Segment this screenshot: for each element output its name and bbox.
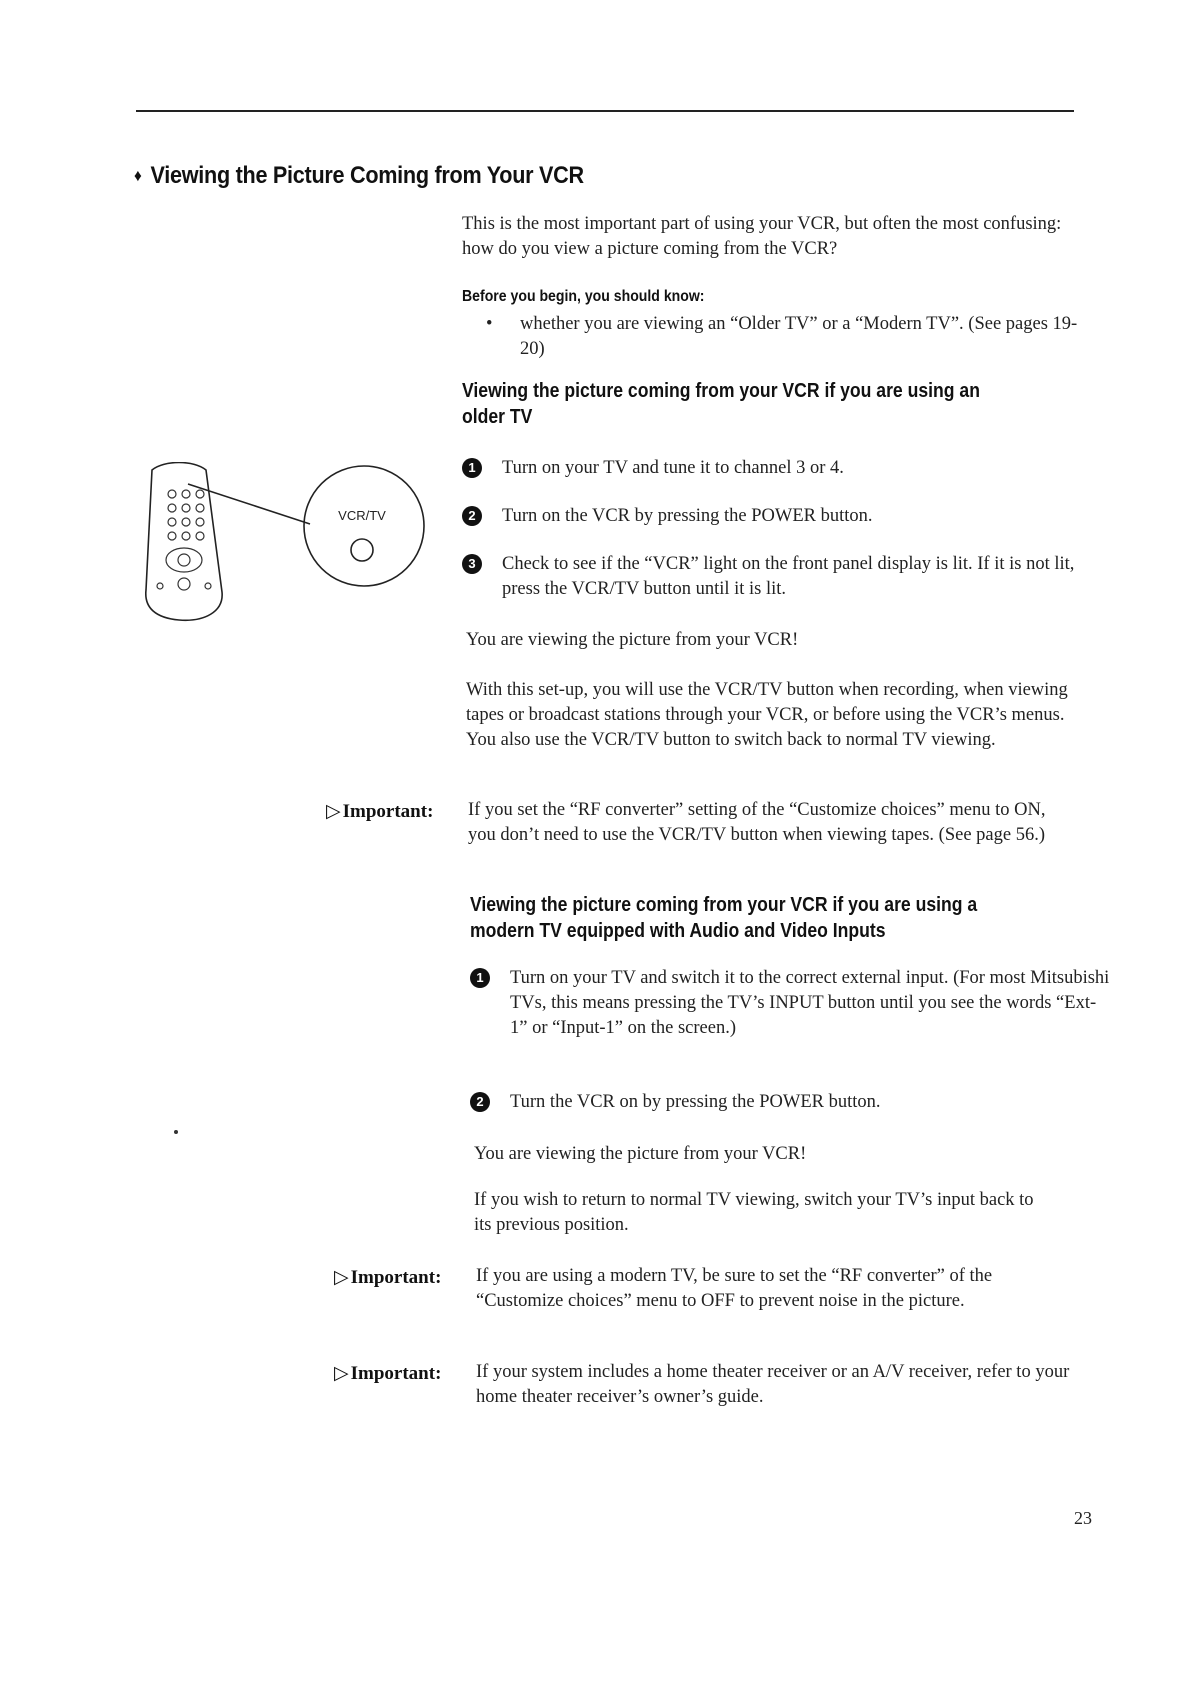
- diamond-icon: ♦: [134, 166, 142, 185]
- page-title: [134, 162, 584, 190]
- step-text: Turn on your TV and tune it to channel 3 or 4.: [502, 458, 844, 478]
- stray-mark: [174, 1130, 178, 1134]
- modern-important-2: If your system includes a home theater receiver or an A/V receiver, refer to your home theater receiver’s owner’s guide.: [476, 1362, 1070, 1407]
- step-text: Turn the VCR on by pressing the POWER button.: [510, 1092, 881, 1112]
- callout-circle: [304, 466, 424, 586]
- before-heading: Before you begin, you should know:: [462, 288, 705, 305]
- triangle-icon: ▷: [334, 1363, 349, 1384]
- modern-result: You are viewing the picture from your VCR!: [474, 1144, 807, 1164]
- triangle-icon: ▷: [334, 1267, 349, 1288]
- modern-return-note: If you wish to return to normal TV viewing, switch your TV’s input back to its previous position.: [474, 1190, 1034, 1235]
- older-tv-heading: Viewing the picture coming from your VCR if you are using an older TV: [462, 380, 980, 428]
- older-important: If you set the “RF converter” setting of the “Customize choices” menu to ON, you don’t need to use the VCR/TV button when viewing tapes. (See page 56.): [468, 800, 1046, 845]
- remote-outline: [146, 463, 222, 621]
- modern-step-2: [470, 1090, 1110, 1115]
- older-step-1: [462, 456, 1102, 481]
- page-title-text: Viewing the Picture Coming from Your VCR: [150, 162, 584, 189]
- step-text: Check to see if the “VCR” light on the front panel display is lit. If it is not lit, press the VCR/TV button until it is lit.: [502, 554, 1075, 599]
- remote-illustration: [144, 462, 444, 672]
- step-number-icon: 2: [470, 1092, 490, 1112]
- step-number-icon: 2: [462, 506, 482, 526]
- step-number-icon: 1: [462, 458, 482, 478]
- older-setup-note: With this set-up, you will use the VCR/TV button when recording, when viewing tapes or broadcast stations through your VCR, or before using the VCR’s menus. You also use the VCR/TV button to switch back to normal TV viewing.: [466, 680, 1068, 750]
- callout-line: [188, 484, 310, 524]
- bullet-dot: •: [486, 314, 493, 334]
- important-label: ▷ Important:: [326, 801, 434, 822]
- page-number: 23: [1074, 1508, 1092, 1528]
- modern-important-1: If you are using a modern TV, be sure to set the “RF converter” of the “Customize choices” menu to OFF to prevent noise in the picture.: [476, 1266, 993, 1311]
- older-step-3: [462, 552, 1082, 602]
- important-label: ▷ Important:: [334, 1267, 442, 1288]
- older-result: You are viewing the picture from your VCR!: [466, 630, 799, 650]
- vcrtv-button-label: VCR/TV: [338, 508, 386, 523]
- step-text: Turn on your TV and switch it to the correct external input. (For most Mitsubishi TVs, this means pressing the TV’s INPUT button until you see the words “Ext-1” or “Input-1” on the screen.): [510, 968, 1110, 1038]
- before-bullet-1: whether you are viewing an “Older TV” or a “Modern TV”. (See pages 19-20): [520, 314, 1078, 359]
- modern-step-1: [470, 966, 1110, 1041]
- intro-paragraph: This is the most important part of using your VCR, but often the most confusing: how do you view a picture coming from the VCR?: [462, 214, 1062, 259]
- important-label: ▷ Important:: [334, 1363, 442, 1384]
- modern-tv-heading: Viewing the picture coming from your VCR if you are using a modern TV equipped with Audio and Video Inputs: [470, 894, 978, 942]
- older-step-2: [462, 504, 1102, 529]
- top-rule: [136, 110, 1074, 112]
- triangle-icon: ▷: [326, 801, 341, 822]
- vcrtv-button-icon: [351, 539, 373, 561]
- step-number-icon: 3: [462, 554, 482, 574]
- step-text: Turn on the VCR by pressing the POWER button.: [502, 506, 873, 526]
- step-number-icon: 1: [470, 968, 490, 988]
